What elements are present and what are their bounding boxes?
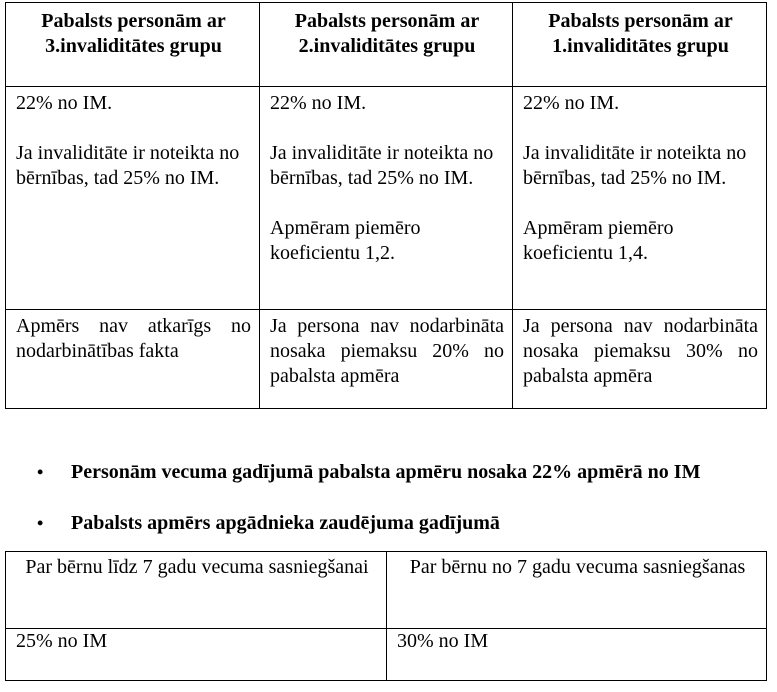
survivor-benefit-table — [5, 551, 767, 681]
header-group-2: Pabalsts personām ar 2.invaliditātes grupu — [260, 3, 513, 87]
table-row — [6, 87, 767, 310]
cell-text: Apmēram piemēro koeficientu 1,2. — [270, 217, 421, 264]
cell-text: Ja invaliditāte ir noteikta no bērnības, tad 25% no IM. — [16, 142, 240, 189]
value-under-7: 25% no IM — [6, 629, 387, 681]
cell-group-3-amount — [6, 87, 260, 310]
cell-group-1-employment: Ja persona nav nodarbināta nosaka piemaksu 30% no pabalsta apmēra — [513, 310, 767, 409]
cell-text: Ja invaliditāte ir noteikta no bērnības, tad 25% no IM. — [270, 142, 494, 189]
cell-text: 22% no IM. — [16, 92, 113, 114]
bullet-text: Pabalsts apmērs apgādnieka zaudējuma gadījumā — [71, 512, 500, 534]
disability-benefit-table — [5, 2, 767, 409]
table-row — [6, 310, 767, 409]
header-over-7: Par bērnu no 7 gadu vecuma sasniegšanas — [387, 552, 767, 629]
table-row — [6, 629, 767, 681]
header-group-3: Pabalsts personām ar 3.invaliditātes grupu — [6, 3, 260, 87]
bullet-text: Personām vecuma gadījumā pabalsta apmēru nosaka 22% apmērā no IM — [71, 461, 701, 483]
cell-text: 22% no IM. — [523, 92, 620, 114]
cell-group-1-amount — [513, 87, 767, 310]
bullet-icon: • — [37, 513, 44, 533]
cell-text: Apmēram piemēro koeficientu 1,4. — [523, 217, 674, 264]
bullet-item-survivor — [37, 511, 500, 536]
cell-text: Ja invaliditāte ir noteikta no bērnības, tad 25% no IM. — [523, 142, 747, 189]
header-group-1: Pabalsts personām ar 1.invaliditātes grupu — [513, 3, 767, 87]
header-under-7: Par bērnu līdz 7 gadu vecuma sasniegšanai — [6, 552, 387, 629]
cell-group-2-amount — [260, 87, 513, 310]
cell-text: 22% no IM. — [270, 92, 367, 114]
cell-group-2-employment: Ja persona nav nodarbināta nosaka piemaksu 20% no pabalsta apmēra — [260, 310, 513, 409]
value-over-7: 30% no IM — [387, 629, 767, 681]
bullet-item-old-age — [37, 460, 700, 485]
table-header-row — [6, 552, 767, 629]
cell-group-3-employment: Apmērs nav atkarīgs no nodarbinātības fakta — [6, 310, 260, 409]
bullet-icon: • — [37, 462, 44, 482]
table-header-row — [6, 3, 767, 87]
